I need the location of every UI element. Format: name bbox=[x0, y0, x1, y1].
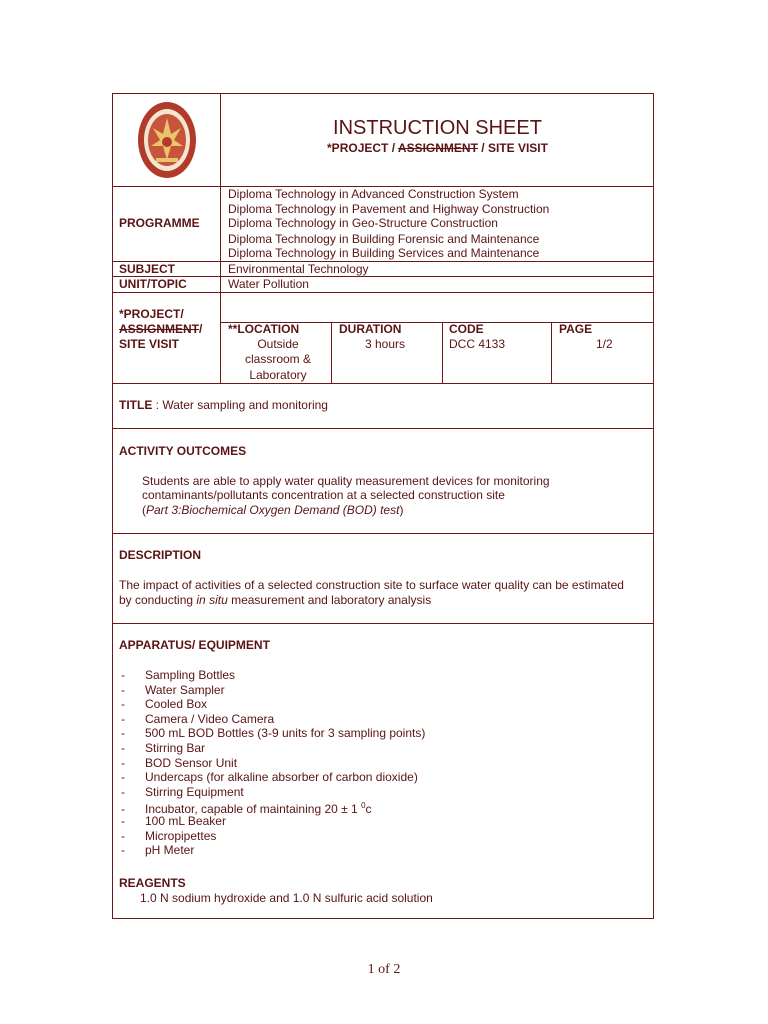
description-pre: by conducting bbox=[119, 593, 197, 607]
assignment-label-text: ASSIGNMENT bbox=[119, 322, 200, 336]
apparatus-item bbox=[121, 697, 207, 712]
divider bbox=[112, 428, 654, 429]
apparatus-item-label: Water Sampler bbox=[145, 682, 225, 697]
page-title: INSTRUCTION SHEET bbox=[333, 117, 542, 139]
apparatus-item-label: Micropipettes bbox=[145, 828, 217, 843]
title-label: TITLE bbox=[119, 398, 153, 412]
site-visit-label: SITE VISIT bbox=[119, 337, 180, 351]
unit-value: Water Pollution bbox=[228, 277, 309, 291]
divider bbox=[112, 383, 654, 384]
apparatus-item bbox=[121, 668, 235, 683]
activity-text: contaminants/pollutants concentration at a selected construction site bbox=[142, 488, 505, 502]
subtitle-site-visit: / SITE VISIT bbox=[481, 141, 548, 155]
bullet-dash: - bbox=[121, 697, 125, 712]
subtitle-assignment: ASSIGNMENT bbox=[397, 141, 478, 155]
activity-paren-open: ( bbox=[142, 503, 146, 517]
programme-label: PROGRAMME bbox=[119, 216, 200, 230]
programme-item: Diploma Technology in Pavement and Highway Construction bbox=[228, 202, 550, 216]
apparatus-item-label: 100 mL Beaker bbox=[145, 814, 226, 828]
page-value: 1/2 bbox=[596, 337, 613, 351]
bullet-dash: - bbox=[121, 828, 125, 843]
bullet-dash: - bbox=[121, 726, 125, 741]
apparatus-item-label: Camera / Video Camera bbox=[145, 711, 275, 726]
apparatus-item bbox=[121, 756, 237, 771]
apparatus-item bbox=[121, 741, 205, 756]
divider bbox=[112, 292, 654, 293]
duration-label: DURATION bbox=[339, 322, 402, 336]
bullet-dash: - bbox=[121, 843, 125, 858]
subject-value: Environmental Technology bbox=[228, 262, 369, 276]
page-label: PAGE bbox=[559, 322, 593, 336]
divider bbox=[442, 322, 443, 383]
programme-item: Diploma Technology in Building Forensic and Maintenance bbox=[228, 232, 540, 246]
description-post: measurement and laboratory analysis bbox=[227, 593, 432, 607]
apparatus-item-label: Sampling Bottles bbox=[145, 668, 236, 682]
description-heading: DESCRIPTION bbox=[119, 548, 202, 562]
subject-label: SUBJECT bbox=[119, 262, 176, 276]
apparatus-item-label: pH Meter bbox=[145, 843, 195, 858]
description-italic: in situ bbox=[196, 593, 228, 607]
location-value: Outside bbox=[257, 337, 299, 351]
bullet-dash: - bbox=[121, 814, 125, 828]
description-text bbox=[119, 593, 431, 608]
assignment-label-slash: / bbox=[199, 322, 203, 336]
temperature-unit: c bbox=[365, 802, 372, 817]
code-label: CODE bbox=[449, 322, 484, 336]
apparatus-item bbox=[121, 770, 418, 785]
activity-text bbox=[142, 503, 403, 518]
divider bbox=[112, 276, 654, 277]
apparatus-item bbox=[121, 814, 226, 829]
title-row bbox=[119, 398, 328, 413]
programme-item: Diploma Technology in Geo-Structure Construction bbox=[228, 216, 498, 230]
divider bbox=[331, 322, 332, 383]
apparatus-item-label: Incubator, capable of maintaining 20 ± 1 bbox=[145, 802, 362, 817]
unit-label: UNIT/TOPIC bbox=[119, 277, 187, 291]
apparatus-item bbox=[121, 829, 216, 844]
bullet-dash: - bbox=[121, 682, 125, 697]
divider bbox=[112, 623, 654, 624]
degree-superscript: 0 bbox=[361, 801, 366, 811]
apparatus-item-label: BOD Sensor Unit bbox=[145, 755, 238, 770]
apparatus-item bbox=[121, 785, 244, 800]
description-text: The impact of activities of a selected construction site to surface water quality can be estimated bbox=[119, 578, 624, 592]
project-label: *PROJECT/ bbox=[119, 307, 184, 321]
apparatus-item bbox=[121, 712, 274, 727]
apparatus-item bbox=[121, 843, 194, 858]
bullet-dash: - bbox=[121, 711, 125, 726]
bullet-dash: - bbox=[121, 741, 125, 755]
apparatus-item-label: Cooled Box bbox=[145, 697, 208, 712]
title-value: : Water sampling and monitoring bbox=[152, 398, 328, 412]
apparatus-item bbox=[121, 726, 425, 741]
apparatus-item-label: 500 mL BOD Bottles (3-9 units for 3 sampling points) bbox=[145, 726, 426, 741]
divider bbox=[112, 261, 654, 262]
activity-heading: ACTIVITY OUTCOMES bbox=[119, 444, 247, 458]
reagents-value: 1.0 N sodium hydroxide and 1.0 N sulfuric acid solution bbox=[140, 891, 433, 905]
apparatus-heading: APPARATUS/ EQUIPMENT bbox=[119, 638, 270, 652]
divider bbox=[551, 322, 552, 383]
bullet-dash: - bbox=[121, 802, 125, 817]
activity-paren-close: ) bbox=[399, 503, 404, 517]
bullet-dash: - bbox=[121, 755, 125, 770]
page-footer: 1 of 2 bbox=[367, 962, 401, 977]
institution-logo bbox=[136, 100, 198, 180]
code-value: DCC 4133 bbox=[449, 337, 506, 351]
bullet-dash: - bbox=[121, 668, 125, 682]
activity-italic: Part 3:Biochemical Oxygen Demand (BOD) test bbox=[146, 503, 400, 517]
apparatus-item-label: Stirring Equipment bbox=[145, 784, 244, 799]
reagents-heading: REAGENTS bbox=[119, 876, 186, 890]
activity-text: Students are able to apply water quality measurement devices for monitoring bbox=[142, 474, 550, 488]
bullet-dash: - bbox=[121, 784, 125, 799]
programme-item: Diploma Technology in Advanced Construction System bbox=[228, 187, 519, 201]
assignment-label bbox=[119, 322, 202, 337]
apparatus-item-label: Stirring Bar bbox=[145, 741, 206, 755]
programme-item: Diploma Technology in Building Services and Maintenance bbox=[228, 246, 540, 260]
divider bbox=[112, 533, 654, 534]
apparatus-item bbox=[121, 683, 225, 698]
location-value: classroom & bbox=[244, 352, 312, 366]
page-subtitle bbox=[220, 141, 655, 155]
duration-value: 3 hours bbox=[365, 337, 406, 351]
location-label: **LOCATION bbox=[228, 322, 300, 336]
location-value: Laboratory bbox=[249, 368, 307, 382]
apparatus-item-label: Undercaps (for alkaline absorber of carbon dioxide) bbox=[145, 770, 418, 785]
subtitle-project: *PROJECT / bbox=[327, 141, 396, 155]
bullet-dash: - bbox=[121, 770, 125, 785]
